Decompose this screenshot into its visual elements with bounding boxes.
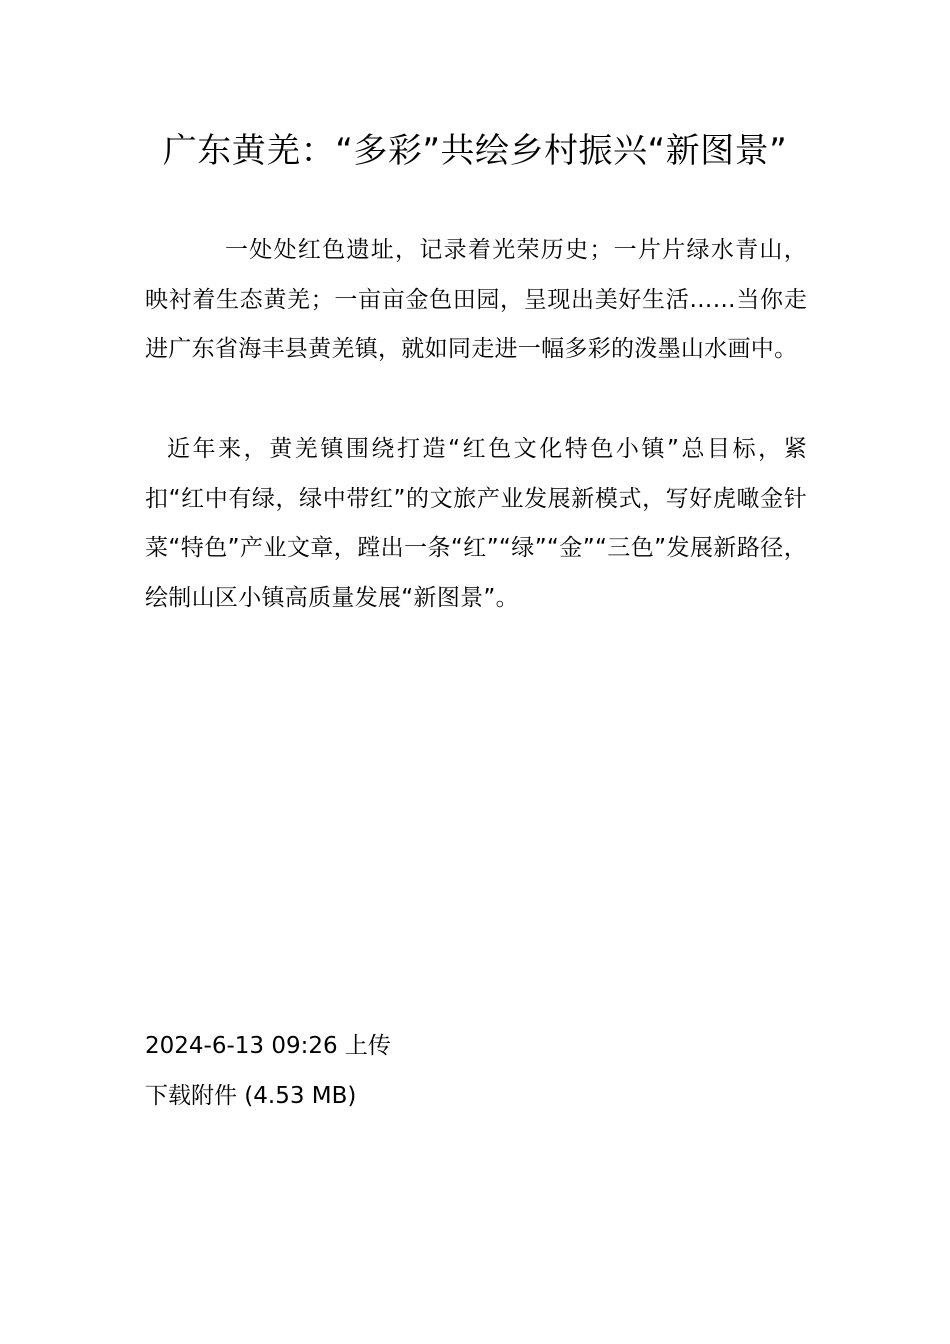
download-attachment-link[interactable]: 下载附件 (4.53 MB): [145, 1083, 357, 1109]
article-paragraph-2: 近年来，黄羌镇围绕打造“红色文化特色小镇”总目标，紧扣“红中有绿，绿中带红”的文旅产业发展新模式，写好虎噉金针菜“特色”产业文章，蹚出一条“红”“绿”“金”“三色”发展新路径，绘制山区小镇高质量发展“新图景”。: [145, 436, 807, 611]
article-title: 广东黄羌：“多彩”共绘乡村振兴“新图景”: [162, 131, 788, 171]
article-paragraph-1: 一处处红色遗址，记录着光荣历史；一片片绿水青山，映衬着生态黄羌；一亩亩金色田园，呈现出美好生活……当你走进广东省海丰县黄羌镇，就如同走进一幅多彩的泼墨山水画中。: [145, 237, 807, 362]
upload-timestamp: 2024-6-13 09:26 上传: [145, 1033, 391, 1059]
